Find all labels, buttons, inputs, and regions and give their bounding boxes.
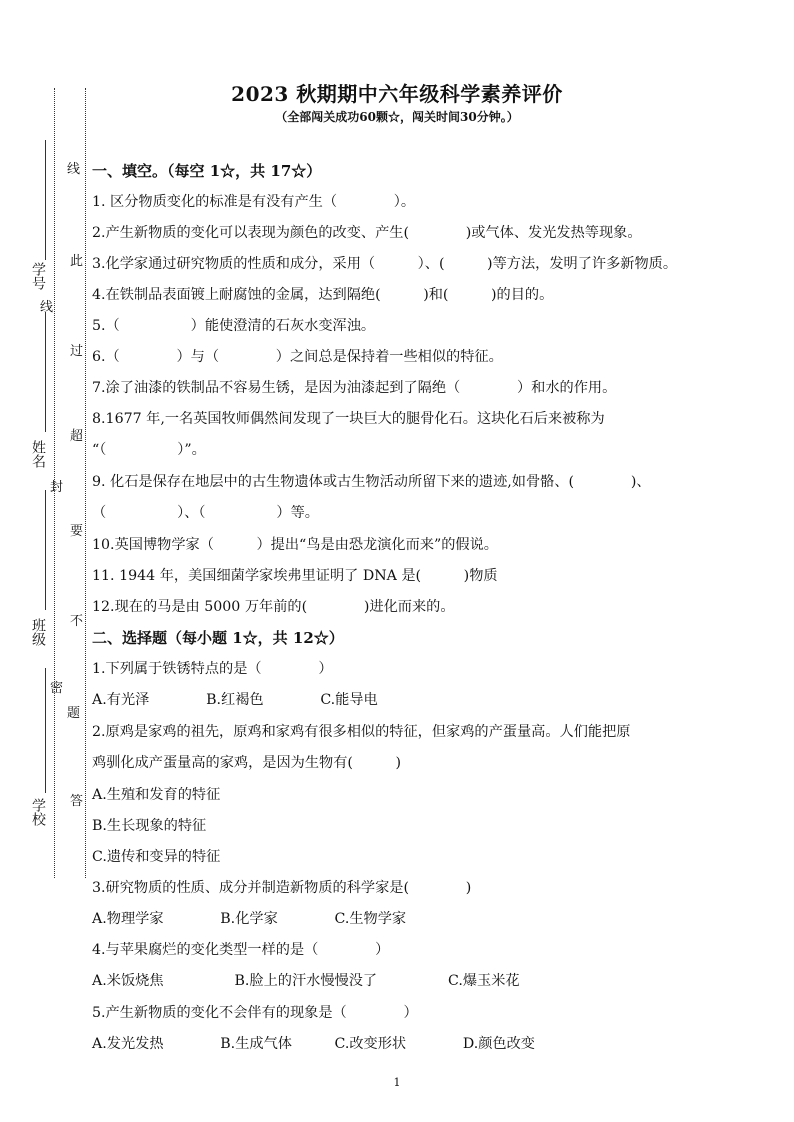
question-item: 12.现在的马是由 5000 万年前的( )进化而来的。 xyxy=(92,599,455,615)
answer-options: A.米饭烧焦 B.脸上的汗水慢慢没了 C.爆玉米花 xyxy=(92,973,520,989)
binding-dotted-line-inner xyxy=(85,88,86,878)
question-item: 5.（ ）能使澄清的石灰水变浑浊。 xyxy=(92,318,376,334)
section-heading: 二、选择题（每小题 1☆，共 12☆） xyxy=(92,629,344,647)
question-item: 10.英国博物学家（ ）提出“鸟是由恐龙演化而来”的假说。 xyxy=(92,537,498,553)
student-number-label: 学号 xyxy=(30,262,46,290)
question-item-cont: “（ ）”。 xyxy=(92,442,206,458)
question-item-cont: （ ）、（ ）等。 xyxy=(92,505,319,521)
question-item: 3.化学家通过研究物质的性质和成分，采用（ ）、( )等方法，发明了许多新物质。 xyxy=(92,256,678,272)
page-title: 2023 秋期期中六年级科学素养评价 xyxy=(231,82,563,106)
name-label: 姓名 xyxy=(30,440,46,468)
seal-char: 线 xyxy=(67,162,81,177)
question-item: 3.研究物质的性质、成分并制造新物质的科学家是( ) xyxy=(92,880,472,896)
class-underline xyxy=(45,490,46,610)
section-heading: 一、填空。（每空 1☆，共 17☆） xyxy=(92,162,322,180)
question-item: 2.产生新物质的变化可以表现为颜色的改变、产生( )或气体、发光发热等现象。 xyxy=(92,225,642,241)
question-item: 8.1677 年,一名英国牧师偶然间发现了一块巨大的腿骨化石。这块化石后来被称为 xyxy=(92,411,605,427)
seal-char: 答 xyxy=(70,794,84,809)
question-item: 11. 1944 年，美国细菌学家埃弗里证明了 DNA 是( )物质 xyxy=(92,568,498,584)
name-underline xyxy=(45,312,46,432)
answer-option: B.生长现象的特征 xyxy=(92,818,207,834)
seal-char: 线 xyxy=(40,300,54,315)
school-underline xyxy=(45,668,46,793)
question-item: 1. 区分物质变化的标准是有没有产生（ ）。 xyxy=(92,194,416,210)
seal-char: 过 xyxy=(70,344,84,359)
question-item-cont: 鸡驯化成产蛋量高的家鸡，是因为生物有( ) xyxy=(92,755,402,771)
seal-char: 密 xyxy=(50,681,64,696)
answer-options: A.发光发热 B.生成气体 C.改变形状 D.颜色改变 xyxy=(92,1036,535,1052)
student-number-underline xyxy=(45,140,46,260)
school-label: 学校 xyxy=(30,798,46,826)
question-item: 9. 化石是保存在地层中的古生物遗体或古生物活动所留下来的遗迹,如骨骼、( )、 xyxy=(92,474,651,490)
answer-options: A.物理学家 B.化学家 C.生物学家 xyxy=(92,911,407,927)
question-item: 2.原鸡是家鸡的祖先，原鸡和家鸡有很多相似的特征，但家鸡的产蛋量高。人们能把原 xyxy=(92,724,631,740)
seal-char: 此 xyxy=(70,254,84,269)
seal-char: 超 xyxy=(70,429,84,444)
seal-char: 不 xyxy=(70,614,84,629)
seal-char: 题 xyxy=(67,706,81,721)
question-item: 1.下列属于铁锈特点的是（ ） xyxy=(92,661,333,677)
page-number: 1 xyxy=(393,1076,401,1089)
question-item: 5.产生新物质的变化不会伴有的现象是（ ） xyxy=(92,1005,418,1021)
answer-option: A.生殖和发育的特征 xyxy=(92,787,221,803)
answer-option: C.遗传和变异的特征 xyxy=(92,849,221,865)
question-item: 7.涂了油漆的铁制品不容易生锈，是因为油漆起到了隔绝（ ）和水的作用。 xyxy=(92,380,617,396)
page-subtitle: （全部闯关成功60颗☆，闯关时间30分钟。） xyxy=(275,110,519,124)
question-item: 4.与苹果腐烂的变化类型一样的是（ ） xyxy=(92,942,390,958)
seal-char: 封 xyxy=(50,480,64,495)
question-item: 6.（ ）与（ ）之间总是保持着一些相似的特征。 xyxy=(92,349,503,365)
seal-char: 要 xyxy=(70,524,84,539)
question-item: 4.在铁制品表面镀上耐腐蚀的金属，达到隔绝( )和( )的目的。 xyxy=(92,287,554,303)
answer-options: A.有光泽 B.红褐色 C.能导电 xyxy=(92,692,378,708)
class-label: 班级 xyxy=(30,618,46,646)
